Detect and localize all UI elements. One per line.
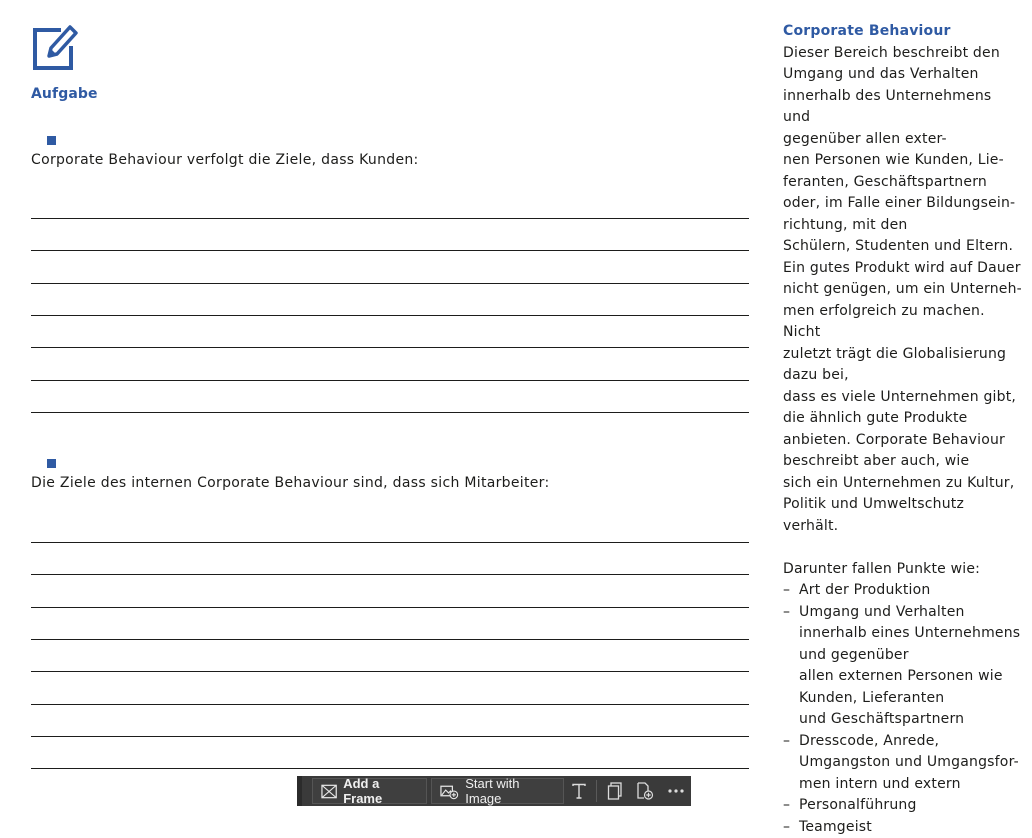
more-options-button[interactable] <box>660 778 691 804</box>
add-frame-button[interactable] <box>312 778 427 804</box>
task2-bullet <box>47 459 56 468</box>
sidebar-text-line: zuletzt trägt die Globalisierung <box>783 344 1023 366</box>
sidebar-text-line: anbieten. Corporate Behaviour <box>783 430 1023 452</box>
task2-answer-line <box>31 768 749 769</box>
task1-answer-line <box>31 218 749 219</box>
task2-answer-line <box>31 607 749 608</box>
sidebar-text-line: nen Personen wie Kunden, Lie- <box>783 150 1023 172</box>
sidebar-list-item-line: Umgangston und Umgangsfor- <box>799 752 1023 774</box>
add-frame-label: Add a Frame <box>343 776 418 806</box>
sidebar-list-item-line: allen externen Personen wie <box>799 666 1023 688</box>
sidebar-list <box>783 580 1023 838</box>
pages-icon <box>607 782 623 800</box>
frame-icon <box>321 784 337 799</box>
sidebar-list-item-line: – Dresscode, Anrede, <box>799 731 1023 753</box>
sidebar-list-item-line: innerhalb eines Unternehmens <box>799 623 1023 645</box>
sidebar-text-line: dass es viele Unternehmen gibt, <box>783 387 1023 409</box>
task1-answer-line <box>31 250 749 251</box>
sidebar-list-item-line: – Teamgeist <box>799 817 1023 838</box>
start-with-image-label: Start with Image <box>465 776 555 806</box>
more-icon <box>668 789 684 793</box>
sidebar-list-intro: Darunter fallen Punkte wie: <box>783 559 1023 581</box>
task-heading: Aufgabe <box>31 86 98 102</box>
sidebar-text-line: die ähnlich gute Produkte <box>783 408 1023 430</box>
sidebar-text-line: beschreibt aber auch, wie <box>783 451 1023 473</box>
floating-toolbar <box>297 776 691 806</box>
task2-answer-line <box>31 736 749 737</box>
sidebar-list-item-line: men intern und extern <box>799 774 1023 796</box>
sidebar-text-line: richtung, mit den <box>783 215 1023 237</box>
task2-prompt: Die Ziele des internen Corporate Behaviour sind, dass sich Mitarbeiter: <box>31 475 550 491</box>
task2-answer-line <box>31 542 749 543</box>
info-sidebar <box>783 21 1023 838</box>
task1-bullet <box>47 136 56 145</box>
sidebar-text-line: Ein gutes Produkt wird auf Dauer <box>783 258 1023 280</box>
sidebar-text-line: sich ein Unternehmen zu Kultur, <box>783 473 1023 495</box>
edit-pencil-icon <box>31 22 79 72</box>
add-page-button[interactable] <box>630 778 661 804</box>
sidebar-body <box>783 43 1023 538</box>
toolbar-separator <box>596 780 597 802</box>
sidebar-title: Corporate Behaviour <box>783 21 1023 43</box>
pages-button[interactable] <box>599 778 630 804</box>
sidebar-list-item <box>783 817 1023 838</box>
text-icon <box>571 783 587 799</box>
sidebar-list-item-line: und Geschäftspartnern <box>799 709 1023 731</box>
add-page-icon <box>636 782 654 800</box>
sidebar-text-line: dazu bei, <box>783 365 1023 387</box>
sidebar-list-item <box>783 731 1023 796</box>
sidebar-text-line: feranten, Geschäftspartnern <box>783 172 1023 194</box>
text-tool-button[interactable] <box>564 778 595 804</box>
task1-answer-line <box>31 380 749 381</box>
sidebar-list-item-line: Kunden, Lieferanten <box>799 688 1023 710</box>
task2-answer-line <box>31 639 749 640</box>
sidebar-list-item-line: – Umgang und Verhalten <box>799 602 1023 624</box>
task2-answer-line <box>31 574 749 575</box>
task1-answer-line <box>31 347 749 348</box>
task1-answer-line <box>31 412 749 413</box>
sidebar-text-line: gegenüber allen exter- <box>783 129 1023 151</box>
sidebar-text-line: innerhalb des Unternehmens und <box>783 86 1023 129</box>
sidebar-text-line: Schülern, Studenten und Eltern. <box>783 236 1023 258</box>
image-add-icon <box>440 783 459 800</box>
sidebar-text-line: nicht genügen, um ein Unterneh- <box>783 279 1023 301</box>
sidebar-list-item <box>783 602 1023 731</box>
task1-prompt: Corporate Behaviour verfolgt die Ziele, dass Kunden: <box>31 152 419 168</box>
sidebar-text-line: Dieser Bereich beschreibt den <box>783 43 1023 65</box>
sidebar-text-line: men erfolgreich zu machen. Nicht <box>783 301 1023 344</box>
start-with-image-button[interactable] <box>431 778 564 804</box>
sidebar-list-item-line: – Art der Produktion <box>799 580 1023 602</box>
sidebar-list-item-line: und gegenüber <box>799 645 1023 667</box>
sidebar-list-item <box>783 580 1023 602</box>
task1-answer-line <box>31 283 749 284</box>
sidebar-list-item-line: – Personalführung <box>799 795 1023 817</box>
task1-answer-line <box>31 315 749 316</box>
sidebar-text-line: Umgang und das Verhalten <box>783 64 1023 86</box>
task2-answer-line <box>31 671 749 672</box>
sidebar-text-line: Politik und Umweltschutz verhält. <box>783 494 1023 537</box>
sidebar-text-line: oder, im Falle einer Bildungsein- <box>783 193 1023 215</box>
task2-answer-line <box>31 704 749 705</box>
